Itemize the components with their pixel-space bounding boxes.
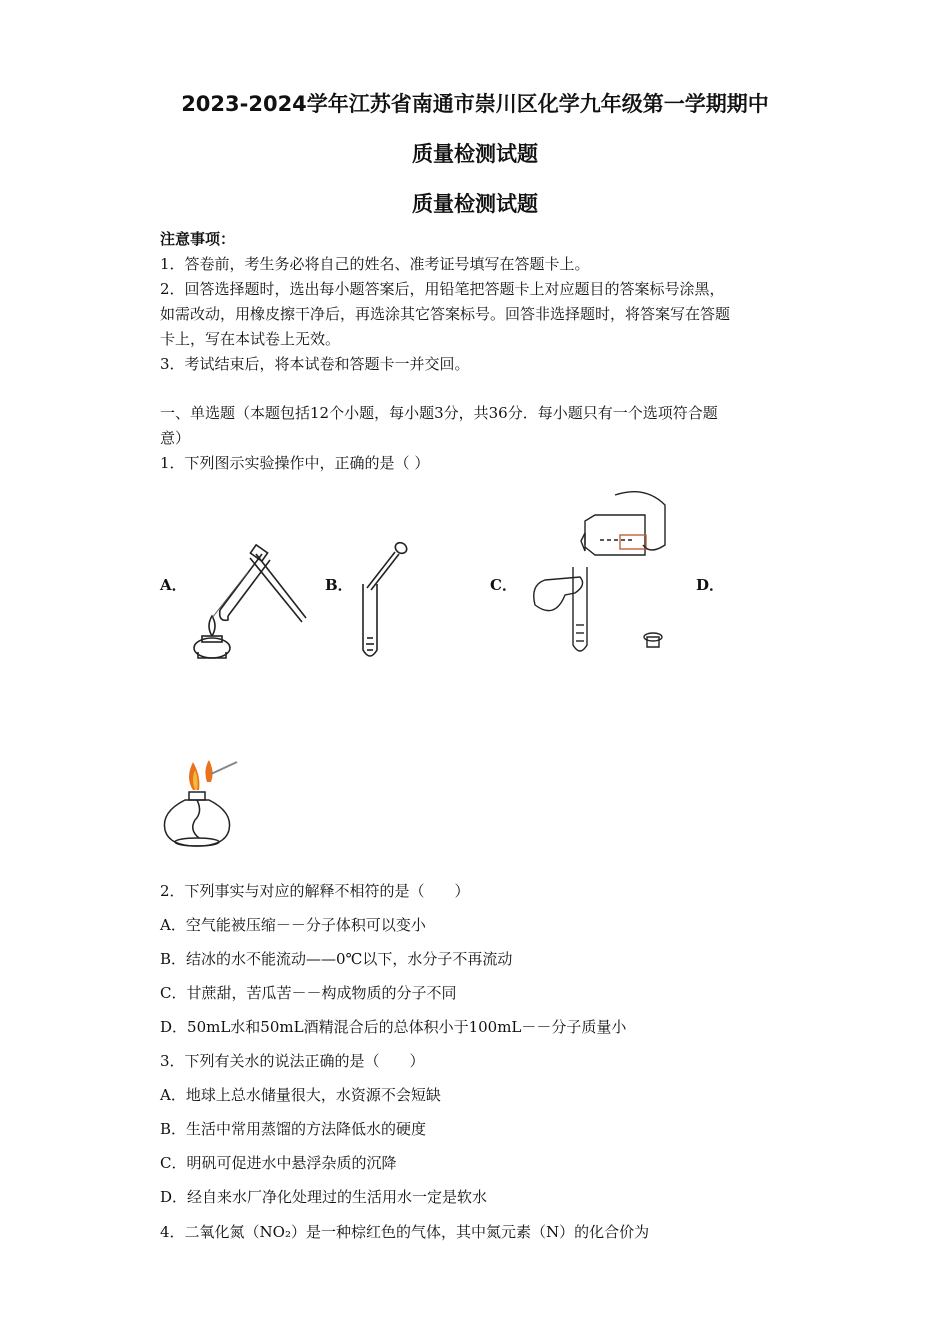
question-4-stem: 4．二氧化氮（NO₂）是一种棕红色的气体，其中氮元素（N）的化合价为 <box>160 1223 650 1241</box>
q1-option-c-label: C． <box>490 576 517 594</box>
q1-option-a-label: A． <box>160 576 187 594</box>
notes-item: 卡上，写在本试卷上无效。 <box>160 330 341 348</box>
figure-c-pouring-liquid <box>525 485 675 665</box>
question-3-stem: 3．下列有关水的说法正确的是（ ） <box>160 1052 425 1070</box>
question-2-stem: 2．下列事实与对应的解释不相符的是（ ） <box>160 882 470 900</box>
figure-b-dropper-in-test-tube <box>355 540 415 665</box>
notes-item: 3．考试结束后，将本试卷和答题卡一并交回。 <box>160 355 470 373</box>
doc-title-line3: 质量检测试题 <box>412 192 538 216</box>
figure-d-lighting-alcohol-lamp <box>155 750 255 860</box>
q3-option-d: D．经自来水厂净化处理过的生活用水一定是软水 <box>160 1188 488 1206</box>
doc-title-line2: 质量检测试题 <box>412 142 538 166</box>
q2-option-d: D．50mL水和50mL酒精混合后的总体积小于100mL－－分子质量小 <box>160 1018 627 1036</box>
section-heading-cont: 意） <box>160 429 191 447</box>
question-1-stem: 1．下列图示实验操作中，正确的是（ ） <box>160 454 430 472</box>
notes-item: 1．答卷前，考生务必将自己的姓名、准考证号填写在答题卡上。 <box>160 255 590 273</box>
q2-option-b: B．结冰的水不能流动——0℃以下，水分子不再流动 <box>160 950 513 968</box>
notes-item: 2．回答选择题时，选出每小题答案后，用铅笔把答题卡上对应题目的答案标号涂黑， <box>160 280 725 298</box>
q3-option-b: B．生活中常用蒸馏的方法降低水的硬度 <box>160 1120 427 1138</box>
doc-title-line1: 2023-2024学年江苏省南通市崇川区化学九年级第一学期期中 <box>181 92 769 116</box>
q2-option-c: C．甘蔗甜，苦瓜苦－－构成物质的分子不同 <box>160 984 457 1002</box>
q1-option-b-label: B． <box>325 576 353 594</box>
q3-option-c: C．明矾可促进水中悬浮杂质的沉降 <box>160 1154 397 1172</box>
section-heading: 一、单选题（本题包括12个小题，每小题3分，共36分．每小题只有一个选项符合题 <box>160 404 718 422</box>
q1-option-d-label: D． <box>696 576 725 594</box>
q2-option-a: A．空气能被压缩－－分子体积可以变小 <box>160 916 426 934</box>
notes-heading: 注意事项： <box>160 230 236 248</box>
figure-a-heating-test-tube <box>190 540 310 665</box>
q3-option-a: A．地球上总水储量很大，水资源不会短缺 <box>160 1086 441 1104</box>
notes-item: 如需改动，用橡皮擦干净后，再选涂其它答案标号。回答非选择题时，将答案写在答题 <box>160 305 731 323</box>
